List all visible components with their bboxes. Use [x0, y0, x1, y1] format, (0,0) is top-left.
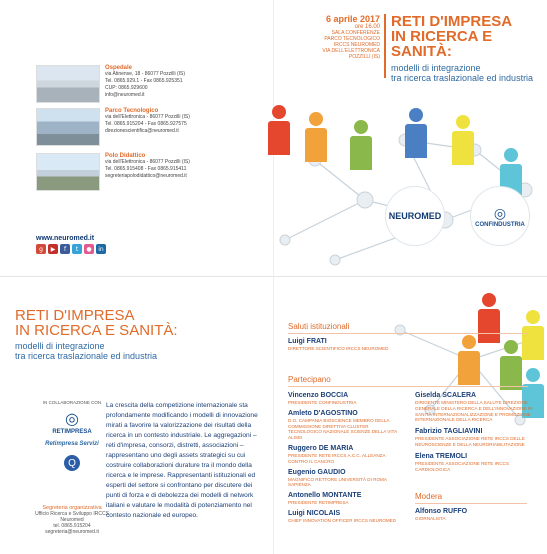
- retimpresa-logo: RETIMPRESA: [52, 429, 92, 435]
- phone-line: Tel. 0865.915204 - Fax 0865.927575: [105, 121, 187, 127]
- section-divider: [288, 333, 528, 334]
- speaker-role: PRESIDENTE RETIMPRESA: [288, 500, 349, 506]
- linkedin-icon[interactable]: in: [96, 244, 106, 254]
- speaker-name: Ruggero DE MARIA: [288, 444, 354, 452]
- greetings-heading: Saluti istituzionali: [288, 322, 350, 331]
- phone-line: Tel. 0865.915408 - Fax 0865.915411: [105, 166, 187, 172]
- twitter-icon[interactable]: t: [72, 244, 82, 254]
- address-line: via Atinense, 18 - 86077 Pozzilli (IS): [105, 71, 186, 77]
- secretariat-title: Segreteria organizzativa: [42, 505, 102, 511]
- intro-paragraph: La crescita della competizione internazionale sta profondamente modificando i modelli di innovazione mirati a favorire la valorizzazione dei risultati della ricerca in un contesto industriale. Le aggregazioni – reti d'impresa, consorzi, distretti, associazioni – rappresentano uno degli assets strategici su cui costruire collaborazioni durature tra il mondo della ricerca e le imprese. Rappresentanti istituzionali ed esperti del settore si confrontano per discutere dei punti di forza e di debolezza dei modelli di network italiani e valutare le modalità di potenziamento nel contesto nazionale ed europeo.: [106, 402, 258, 519]
- hospital-photo: [36, 65, 100, 103]
- moderator-heading: Modera: [415, 492, 443, 501]
- youtube-icon[interactable]: ▶: [48, 244, 58, 254]
- cup-line: CUP: 0865.929600: [105, 85, 148, 91]
- block-title: Parco Tecnologico: [105, 108, 159, 114]
- speaker-role: PRESIDENTE RETE IRCCS A.C.C. ALLEANZA CONTRO IL CANCRO: [288, 452, 386, 464]
- venue-line: VIA DELL'ELETTRONICA: [322, 48, 380, 54]
- facebook-icon[interactable]: f: [60, 244, 70, 254]
- speaker-name: Giselda SCALERA: [415, 392, 477, 399]
- retimpresa-emblem-icon: ◎: [65, 411, 79, 428]
- secretariat-line: Ufficio Ricerca e Sviluppo IRCCS Neuromed: [35, 511, 109, 523]
- block-title: Ospedale: [105, 65, 133, 71]
- website-link[interactable]: www.neuromed.it: [36, 235, 95, 242]
- phone-line: Tel. 0865.929.1 - Fax 0865.925351: [105, 78, 183, 84]
- moderator-name: Alfonso RUFFO: [415, 508, 468, 515]
- collab-label: IN COLLABORAZIONE CON: [42, 400, 102, 405]
- speaker-role: MAGNIFICO RETTORE UNIVERSITÀ DI ROMA SAPIENZA: [288, 476, 387, 488]
- quality-cert-icon: Q: [64, 455, 80, 471]
- cover-title-line1: RETI D'IMPRESA: [391, 13, 513, 30]
- venue-line: SALA CONFERENZE: [331, 30, 380, 36]
- address-line: via dell'Elettronica - 86077 Pozzilli (IS): [105, 114, 190, 120]
- venue-line: POZZILLI (IS): [348, 54, 380, 60]
- cover-subtitle-line2: tra ricerca traslazionale ed industria: [391, 73, 534, 83]
- speaker-role: PRESIDENTE ASSOCIAZIONE RETE IRCCS CARDIOLOGICA: [415, 460, 509, 472]
- email-link[interactable]: info@neuromed.it: [105, 92, 145, 98]
- block-title: Polo Didattico: [105, 153, 146, 159]
- inner-title-line2: IN RICERCA E SANITÀ:: [15, 322, 178, 339]
- retimpresa-servizi-logo: Retimpresa Servizi: [45, 441, 99, 447]
- address-line: via dell'Elettronica - 86077 Pozzilli (IS): [105, 159, 190, 165]
- venue-line: IRCCS NEUROMED: [333, 42, 380, 48]
- speaker-role: DIRIGENTE MINISTERO DELLA SALUTE DIREZIONE GENERALE DELLA RICERCA E DELL'INNOVAZIONE IN SANITÀ INTERNAZIONALIZZAZIONE E PROMOZIONE INTERNAZIONALE DELLA RICERCA: [415, 400, 533, 423]
- confindustria-logo: ◎ CONFINDUSTRIA: [470, 186, 530, 246]
- education-center-photo: [36, 153, 100, 191]
- inner-subtitle-line1: modelli di integrazione: [15, 341, 105, 351]
- speaker-name: Luigi FRATI: [288, 338, 327, 345]
- speaker-name: Elena TREMOLI: [415, 452, 468, 460]
- tech-park-photo: [36, 108, 100, 146]
- email-link[interactable]: segreteriapolodidattico@neuromed.it: [105, 173, 187, 179]
- speaker-role: D.G. CAMPANIA BIOSCIENCE MEMBRO DELLA COMMISSIONE DIRETTIVA CLUSTER TECNOLOGICO NAZIONALE SCIENZE DELLA VITA ALISEI: [288, 417, 397, 441]
- flickr-icon[interactable]: ●: [84, 244, 94, 254]
- speaker-role: PRESIDENTE CONFINDUSTRIA: [288, 400, 357, 405]
- secretariat-email[interactable]: segreteria@neuromed.it: [45, 529, 99, 535]
- speaker-name: Luigi NICOLAIS: [288, 509, 341, 517]
- speaker-name: Antonello MONTANTE: [288, 492, 362, 500]
- inner-title-line1: RETI D'IMPRESA: [15, 307, 135, 324]
- speaker-role: CHIEF INNOVATION OFFICER IRCCS NEUROMED: [288, 517, 397, 523]
- speaker-name: Fabrizio TAGLIAVINI: [415, 428, 483, 436]
- secretariat-line: tel. 0865.915204: [53, 523, 91, 529]
- venue-line: PARCO TECNOLOGICO: [324, 36, 380, 42]
- moderator-role: GIORNALISTA: [415, 516, 446, 521]
- event-time: ore 16.00: [354, 24, 380, 30]
- speaker-role: DIRETTORE SCIENTIFICO IRCCS NEUROMED: [288, 346, 389, 351]
- cover-title-line2: IN RICERCA E SANITÀ:: [391, 28, 493, 60]
- confindustria-emblem-icon: ◎: [493, 204, 507, 221]
- title-divider: [384, 14, 386, 78]
- section-divider: [415, 503, 527, 504]
- event-date: 6 aprile 2017: [325, 14, 380, 24]
- speaker-name: Eugenio GAUDIO: [288, 468, 346, 476]
- cover-subtitle-line1: modelli di integrazione: [391, 63, 481, 73]
- inner-subtitle-line2: tra ricerca traslazionale ed industria: [15, 351, 158, 361]
- google-plus-icon[interactable]: g: [36, 244, 46, 254]
- section-divider: [288, 386, 528, 387]
- participants-heading: Partecipano: [288, 375, 331, 384]
- neuromed-logo: NEUROMED: [385, 186, 445, 246]
- speaker-name: Amleto D'AGOSTINO: [288, 409, 358, 417]
- speaker-role: PRESIDENTE ASSOCIAZIONE RETE IRCCS DELLE NEUROSCIENZE E DELLA NEURORIABILITAZIONE: [415, 436, 525, 447]
- speaker-name: Vincenzo BOCCIA: [288, 392, 349, 399]
- email-link[interactable]: direzionescientifica@neuromed.it: [105, 128, 179, 134]
